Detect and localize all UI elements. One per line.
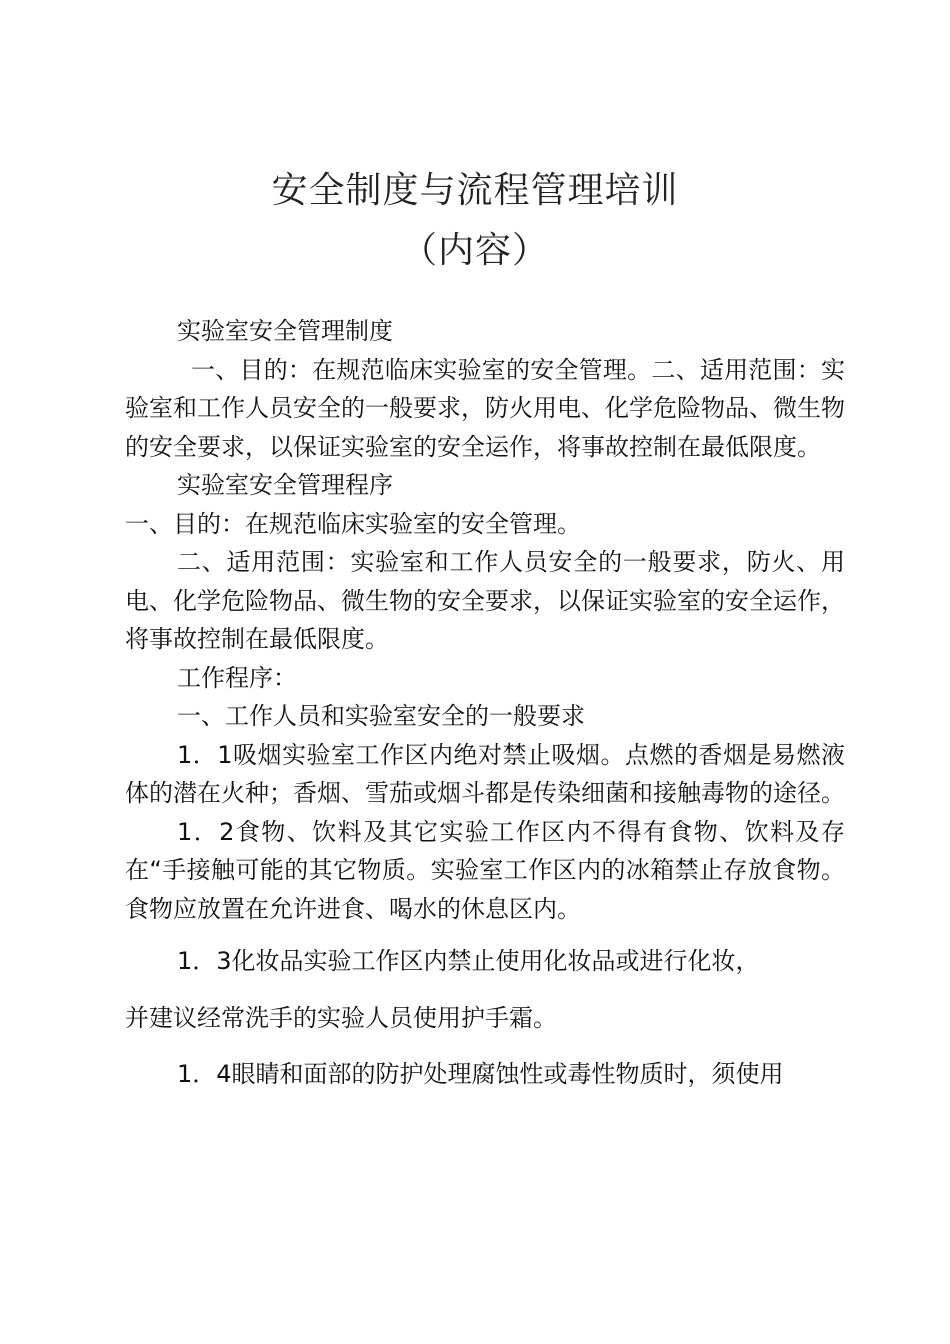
paragraph: 1．2食物、饮料及其它实验工作区内不得有食物、饮料及存在“手接触可能的其它物质。实验室工作区内的冰箱禁止存放食物。食物应放置在允许进食、喝水的休息区内。 bbox=[125, 817, 845, 923]
document-title: 安全制度与流程管理培训 bbox=[271, 170, 679, 211]
paragraph: 一、目的：在规范临床实验室的安全管理。 bbox=[125, 509, 581, 538]
document-subtitle: （内容） bbox=[400, 230, 549, 271]
paragraph: 并建议经常洗手的实验人员使用护手霜。 bbox=[125, 1003, 557, 1032]
document-body bbox=[125, 312, 845, 1094]
paragraph: 一、工作人员和实验室安全的一般要求 bbox=[177, 702, 585, 730]
section-heading: 实验室安全管理制度 bbox=[177, 317, 393, 345]
paragraph: 工作程序： bbox=[177, 663, 297, 692]
paragraph: 1．3化妆品实验工作区内禁止使用化妆品或进行化妆， bbox=[177, 947, 760, 975]
paragraph: 1．1吸烟实验室工作区内绝对禁止吸烟。点燃的香烟是易燃液体的潜在火种；香烟、雪茄或烟斗都是传染细菌和接触毒物的途径。 bbox=[125, 740, 845, 807]
paragraph: 一、目的：在规范临床实验室的安全管理。二、适用范围：实验室和工作人员安全的一般要求，防火用电、化学危险物品、微生物的安全要求，以保证实验室的安全运作，将事故控制在最低限度。 bbox=[125, 355, 845, 461]
paragraph: 二、适用范围：实验室和工作人员安全的一般要求，防火、用电、化学危险物品、微生物的安全要求，以保证实验室的安全运作，将事故控制在最低限度。 bbox=[125, 548, 845, 653]
section-heading: 实验室安全管理程序 bbox=[177, 471, 393, 499]
paragraph: 1．4眼睛和面部的防护处理腐蚀性或毒性物质时，须使用 bbox=[177, 1060, 784, 1088]
